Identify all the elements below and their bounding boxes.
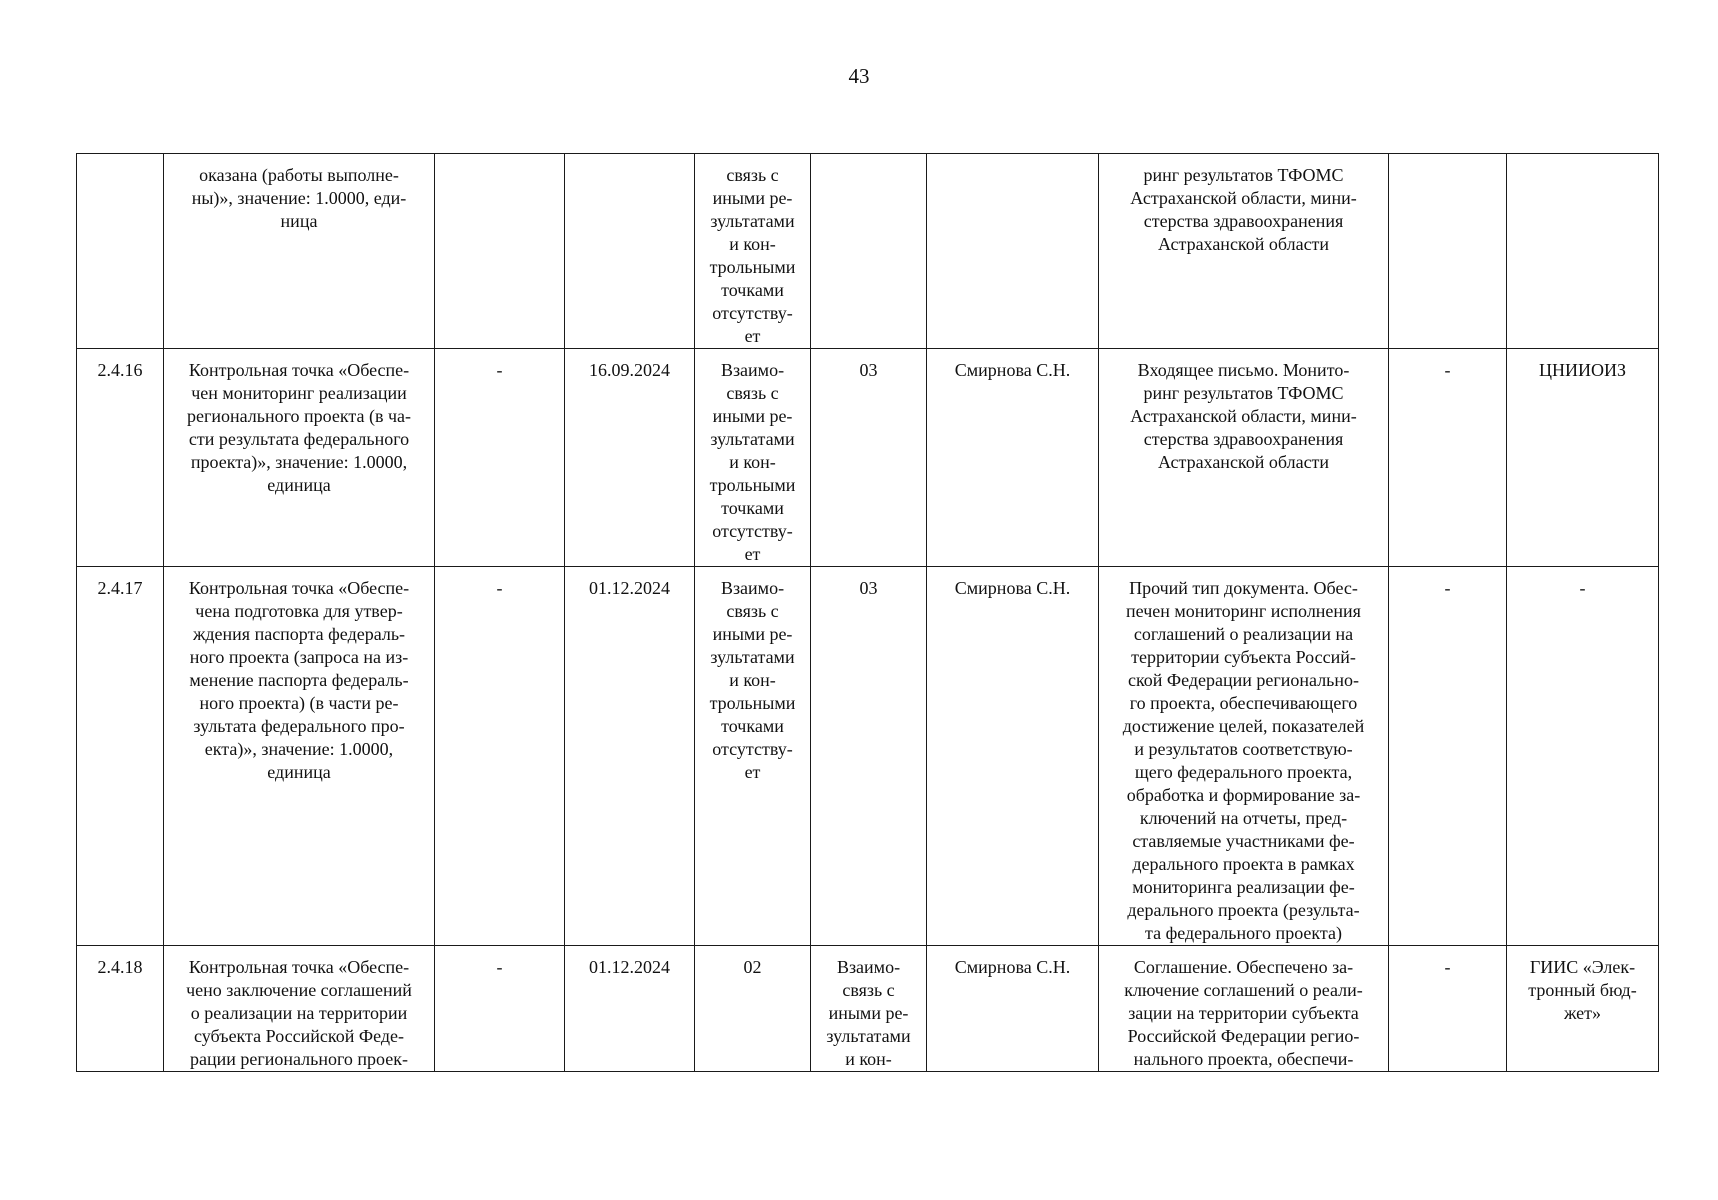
table-row (77, 154, 1659, 349)
level-cell: - (1389, 567, 1507, 946)
document-cell: Входящее письмо. Монито- ринг результатов ТФОМС Астраханской области, мини- стерства здравоохранения Астраханской области (1099, 349, 1389, 567)
type-code-cell: 03 (811, 349, 927, 567)
type-code-cell: 03 (811, 567, 927, 946)
information-system-cell: - (1507, 567, 1659, 946)
control-point-name-cell: Контрольная точка «Обеспе- чена подготовка для утвер- ждения паспорта федераль- ного проекта (запроса на из- менение паспорта федераль- ного проекта) (в части ре- зультата федерального про- екта)», значение: 1.0000, единица (164, 567, 435, 946)
start-date-cell: - (435, 567, 565, 946)
end-date-cell: 01.12.2024 (565, 567, 695, 946)
start-date-cell (435, 154, 565, 349)
control-point-name-cell: Контрольная точка «Обеспе- чено заключение соглашений о реализации на территории субъекта Российской Феде- рации регионального проек- (164, 946, 435, 1072)
start-date-cell: - (435, 946, 565, 1072)
document-cell: ринг результатов ТФОМС Астраханской области, мини- стерства здравоохранения Астраханской области (1099, 154, 1389, 349)
relation-cell: Взаимо- связь с иными ре- зультатами и кон- (811, 946, 927, 1072)
control-point-name-cell: оказана (работы выполне- ны)», значение: 1.0000, еди- ница (164, 154, 435, 349)
responsible-cell (927, 154, 1099, 349)
end-date-cell: 16.09.2024 (565, 349, 695, 567)
relation-cell: Взаимо- связь с иными ре- зультатами и кон- трольными точками отсутству- ет (695, 567, 811, 946)
row-number-cell: 2.4.18 (77, 946, 164, 1072)
page-number: 43 (848, 64, 870, 88)
document-cell: Прочий тип документа. Обес- печен мониторинг исполнения соглашений о реализации на территории субъекта Россий- ской Федерации регионально- го проекта, обеспечивающего достижение целей, показателей и результатов соответствую- щего федерального проекта, обработка и формирование за- ключений на отчеты, пред- ставляемые участниками фе- дерального проекта в рамках мониторинга реализации фе- дерального проекта (результа- та федерального проекта) (1099, 567, 1389, 946)
start-date-cell: - (435, 349, 565, 567)
control-point-name-cell: Контрольная точка «Обеспе- чен мониторинг реализации регионального проекта (в ча- сти результата федерального проекта)», значение: 1.0000, единица (164, 349, 435, 567)
relation-cell: связь с иными ре- зультатами и кон- трольными точками отсутству- ет (695, 154, 811, 349)
document-cell: Соглашение. Обеспечено за- ключение соглашений о реали- зации на территории субъекта Российской Федерации регио- нального проекта, обеспечи- (1099, 946, 1389, 1072)
level-cell: - (1389, 946, 1507, 1072)
information-system-cell: ГИИС «Элек- тронный бюд- жет» (1507, 946, 1659, 1072)
table-row (77, 946, 1659, 1072)
responsible-cell: Смирнова С.Н. (927, 946, 1099, 1072)
type-code-cell: 02 (695, 946, 811, 1072)
end-date-cell (565, 154, 695, 349)
type-code-cell (811, 154, 927, 349)
level-cell (1389, 154, 1507, 349)
row-number-cell (77, 154, 164, 349)
table-row (77, 567, 1659, 946)
end-date-cell: 01.12.2024 (565, 946, 695, 1072)
relation-cell: Взаимо- связь с иными ре- зультатами и кон- трольными точками отсутству- ет (695, 349, 811, 567)
row-number-cell: 2.4.17 (77, 567, 164, 946)
table-row (77, 349, 1659, 567)
information-system-cell: ЦНИИОИЗ (1507, 349, 1659, 567)
information-system-cell (1507, 154, 1659, 349)
level-cell: - (1389, 349, 1507, 567)
responsible-cell: Смирнова С.Н. (927, 567, 1099, 946)
responsible-cell: Смирнова С.Н. (927, 349, 1099, 567)
row-number-cell: 2.4.16 (77, 349, 164, 567)
control-points-table (76, 153, 1659, 1072)
